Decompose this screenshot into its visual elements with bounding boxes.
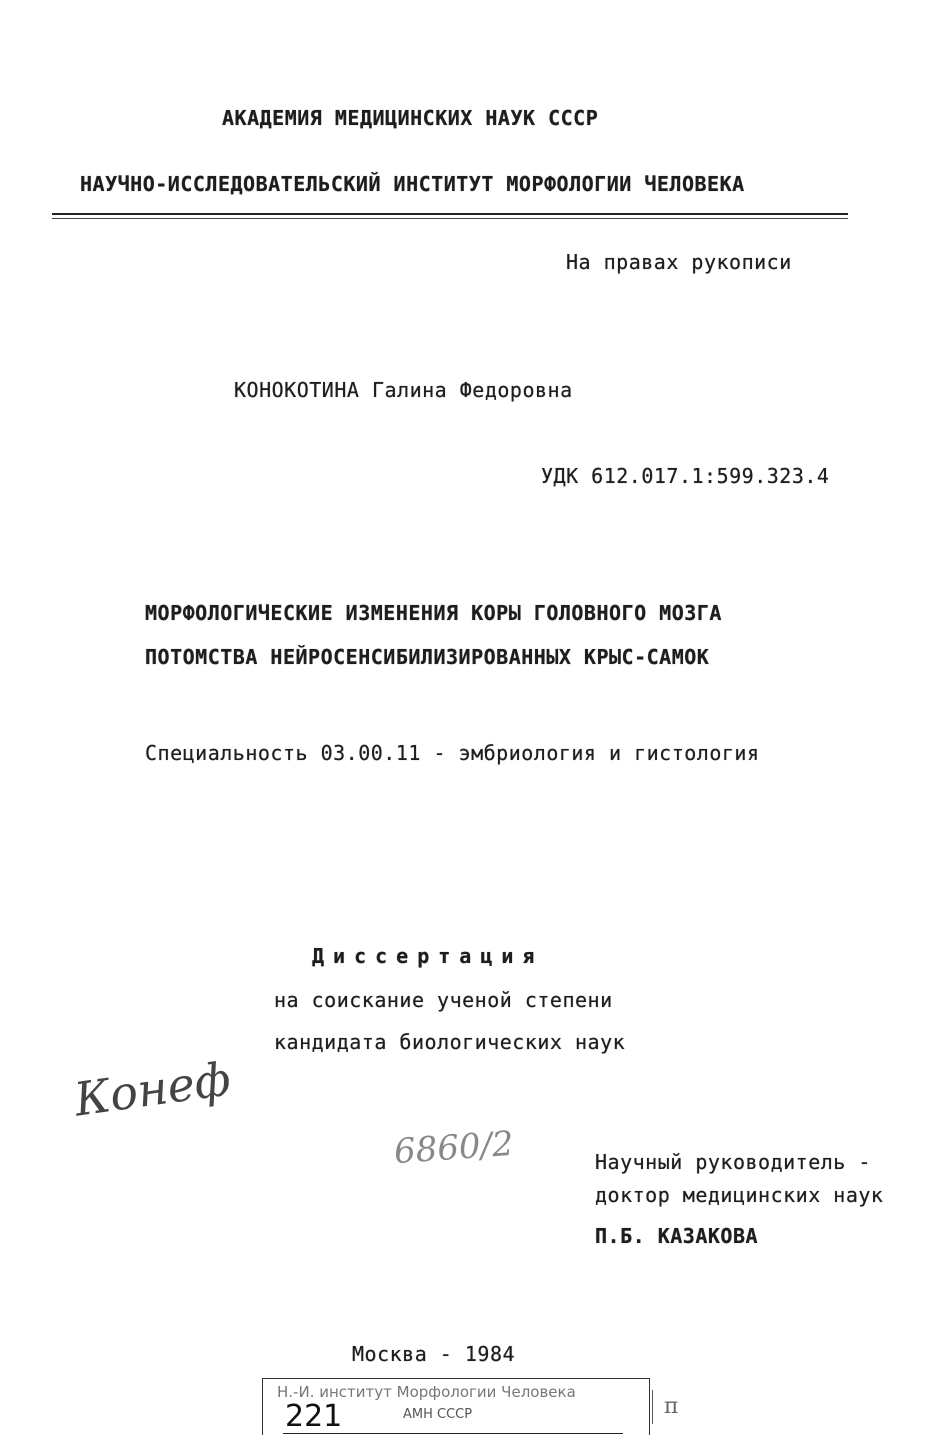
udc-code: УДК 612.017.1:599.323.4 [541,464,830,488]
author-name: КОНОКОТИНА Галина Федоровна [234,378,573,402]
institute-header: НАУЧНО-ИССЛЕДОВАТЕЛЬСКИЙ ИНСТИТУТ МОРФОЛОГИИ ЧЕЛОВЕКА [80,172,745,196]
dissertation-line-1: на соискание ученой степени [274,988,613,1012]
title-line-2: ПОТОМСТВА НЕЙРОСЕНСИБИЛИЗИРОВАННЫХ КРЫС-САМОК [145,645,710,669]
handwritten-signature: Конеф [71,1051,234,1127]
stamp-side-mark: п [664,1394,679,1419]
specialty: Специальность 03.00.11 - эмбриология и гистология [145,741,760,765]
advisor-degree: доктор медицинских наук [595,1183,884,1207]
stamp-number: 221 [285,1399,343,1434]
rights-note: На правах рукописи [566,250,792,274]
handwritten-number: 6860/2 [392,1123,515,1173]
stamp-academy: АМН СССР [403,1407,473,1422]
dissertation-line-2: кандидата биологических наук [274,1030,626,1054]
header-rule-secondary [52,218,848,219]
header-rule [52,213,848,215]
academy-header: АКАДЕМИЯ МЕДИЦИНСКИХ НАУК СССР [222,106,599,130]
title-line-1: МОРФОЛОГИЧЕСКИЕ ИЗМЕНЕНИЯ КОРЫ ГОЛОВНОГО МОЗГА [145,601,722,625]
library-stamp [262,1378,650,1435]
dissertation-heading: Диссертация [312,944,544,968]
stamp-institute: Н.-И. институт Морфологии Человека [277,1383,576,1401]
advisor-role: Научный руководитель - [595,1150,871,1174]
advisor-name: П.Б. КАЗАКОВА [595,1224,759,1248]
city-year: Москва - 1984 [352,1342,516,1366]
stamp-side-bracket [652,1390,661,1424]
